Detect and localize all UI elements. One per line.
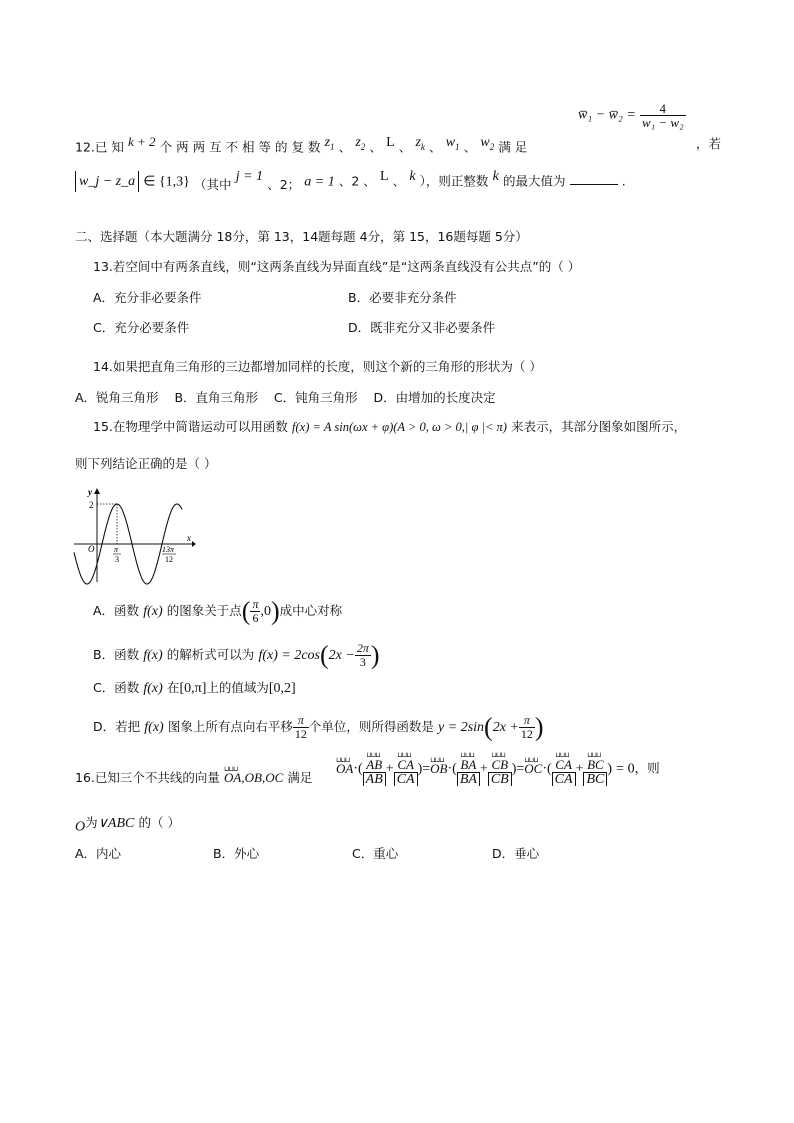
sep: 、 [392, 173, 406, 189]
tick-13pi-12-den: 12 [165, 555, 173, 564]
q16-satisfy: 满足 [287, 770, 313, 785]
vec-oa: ⊔⊔⊔ OA [336, 755, 353, 777]
q12-end: 的最大值为 [502, 173, 566, 189]
frac-ca-2: ⊔⊔⊔ $\frac{CA}{CA}$ [552, 752, 576, 786]
abs-expr: w_j − z_a [75, 171, 139, 192]
q13-option-a: A．充分非必要条件 [93, 290, 202, 305]
opt-text: 的图象关于点 [166, 603, 242, 618]
q12-line1 [75, 134, 527, 156]
fx: f(x) [143, 648, 163, 663]
q15-option-b [93, 642, 380, 669]
q13-option-b: B．必要非充分条件 [348, 290, 457, 305]
sep: 、 [338, 139, 352, 155]
satisfy: 满 足 [498, 139, 528, 155]
q16-stem-a: 16.已知三个不共线的向量 [75, 770, 220, 785]
q16-option-b: B．外心 [213, 846, 260, 861]
q12-text: 个 两 两 互 不 相 等 的 复 数 [159, 139, 321, 155]
q16-equation: ⊔⊔⊔ OA·( ⊔⊔⊔ $\frac{AB}{AB}$ + ⊔⊔⊔ $\frac{CA}{CA}$ )=⊔⊔⊔ OB·( ⊔⊔⊔ $\frac{BA}{BA}$ + ⊔⊔⊔ $\frac{CB}{CB}$ )=⊔⊔⊔ OC·( ⊔⊔⊔ $\frac{CA}{CA}$ + ⊔⊔⊔ $\frac{BC}{BC}$ ) = 0，则 [336, 752, 660, 786]
sep: 、2； [267, 176, 301, 192]
d-in: 2x + [492, 720, 519, 735]
zero: = 0 [616, 761, 635, 777]
opt-end: 成中心对称 [279, 603, 343, 618]
q12-tail: ），则正整数 [419, 173, 489, 189]
triangle-abc: ∨ABC [97, 816, 135, 831]
q16-line2 [75, 815, 180, 836]
eq-lhs: w̅₁ − w̅₂ = [578, 107, 636, 123]
opt-text-2: 个单位，则所得函数是 [308, 719, 434, 734]
tick-pi-3-num: π [114, 545, 119, 554]
k-var: k [409, 169, 416, 184]
vectors: ⊔⊔⊔ OA,OB,OC [224, 764, 283, 786]
answer-blank[interactable] [570, 172, 618, 185]
origin-label: O [88, 544, 95, 554]
q13-stem: 13.若空间中有两条直线，则“这两条直线为异面直线”是“这两条直线没有公共点”的（ ） [93, 259, 581, 274]
paren-close: ) [370, 640, 380, 670]
d-expr: y = 2sin [438, 720, 485, 735]
opt-text-2: 上的值域为 [206, 680, 269, 695]
k-plus-2: k + 2 [128, 134, 156, 149]
frac-pi-12: $\frac{\pi}{12}$ [294, 713, 307, 741]
opt-label: B．函数 [93, 647, 140, 662]
j-eq: j = 1 [235, 169, 264, 184]
q16-end: 的（ ） [138, 815, 180, 830]
paren-open: ( [484, 712, 493, 742]
paren-close: ) [534, 712, 544, 742]
paren-open: ( [241, 596, 251, 626]
y-axis-label: y [88, 487, 92, 497]
frac-pi-6: $\frac{\pi}{6}$ [252, 597, 259, 625]
fx: f(x) [143, 604, 163, 619]
opt-label: D．若把 [93, 719, 141, 734]
z2: z2 [355, 135, 366, 152]
sep: 、 [398, 139, 412, 155]
sine-graph [70, 486, 200, 586]
x-axis-label: x [187, 533, 191, 543]
fx: f(x) [144, 720, 164, 735]
k-var-2: k [492, 169, 499, 184]
frac-pi-12-b: $\frac{\pi}{12}$ [520, 713, 533, 741]
ellipsis-glyph-2: L [379, 169, 389, 184]
b-in: 2x − [328, 648, 355, 663]
q15-option-d [93, 714, 544, 741]
q12-number: 12.已 知 [75, 139, 124, 155]
sep: 、2 、 [338, 173, 376, 189]
q14-options: A．锐角三角形 B．直角三角形 C．钝角三角形 D．由增加的长度决定 [75, 390, 496, 405]
interval-1: [0,π] [179, 681, 207, 696]
w2: w2 [480, 135, 495, 152]
frac-ba: ⊔⊔⊔ $\frac{BA}{BA}$ [457, 752, 480, 786]
opt-label: A．函数 [93, 603, 140, 618]
opt-label: C．函数 [93, 680, 140, 695]
section-heading: 二、选择题（本大题满分 18分，第 13，14题每题 4分，第 15，16题每题 5分） [75, 229, 528, 244]
q15-func: f(x) = A sin(ωx + φ)(A > 0, ω > 0,| φ |< π) [292, 420, 507, 434]
q15-stem-a: 15.在物理学中简谐运动可以用函数 [93, 419, 288, 434]
tick-13pi-12-num: 13π [162, 545, 175, 554]
opt-text: 的解析式可以为 [166, 647, 255, 662]
paren-open: ( [320, 640, 329, 670]
set-expr: ∈ {1,3} [143, 174, 190, 190]
frac-2pi-3: $\frac{2\pi}{3}$ [356, 641, 369, 669]
b-expr: f(x) = 2cos [258, 648, 320, 663]
ellipsis-glyph: L [386, 135, 395, 150]
z1: z1 [324, 135, 335, 152]
q16-ze: ，则 [634, 760, 660, 776]
sep: 、 [429, 139, 442, 155]
zk: zk [415, 135, 425, 152]
q13-option-c: C．充分必要条件 [93, 320, 190, 335]
tick-pi-3-den: 3 [115, 555, 119, 564]
sep: 、 [463, 139, 477, 155]
frac-cb: ⊔⊔⊔ $\frac{CB}{CB}$ [488, 752, 512, 786]
eq-fraction [640, 102, 686, 129]
sep: 、 [369, 139, 382, 155]
q12-ruo: ，若 [696, 136, 722, 151]
frac-ca: ⊔⊔⊔ $\frac{CA}{CA}$ [394, 752, 418, 786]
vec-ob: ⊔⊔⊔ OB [430, 755, 447, 777]
q16-option-c: C．重心 [352, 846, 399, 861]
q15-option-a [93, 598, 342, 625]
note-open: （其中 [194, 176, 232, 192]
eq-den: w₁ − w₂ [641, 115, 684, 130]
q15-option-c [93, 680, 296, 697]
a-eq: a = 1 [304, 174, 335, 190]
opt-text: 在 [166, 680, 180, 695]
frac-bc: ⊔⊔⊔ $\frac{BC}{BC}$ [583, 752, 607, 786]
pt-tail: ,0 [260, 604, 271, 619]
q12-equation [578, 102, 686, 129]
period: . [621, 173, 626, 189]
eq-num: 4 [640, 102, 686, 116]
q16-option-d: D．垂心 [492, 846, 540, 861]
q14-stem: 14.如果把直角三角形的三边都增加同样的长度，则这个新的三角形的形状为（ ） [93, 359, 542, 374]
q15-stem [93, 419, 686, 436]
opt-text: 图象上所有点向右平移 [167, 719, 293, 734]
q16-option-a: A．内心 [75, 846, 122, 861]
q12-line2 [75, 169, 626, 193]
q16-mid: 为 [85, 815, 98, 830]
fx: f(x) [143, 681, 163, 696]
y-tick-2: 2 [89, 500, 94, 510]
frac-ab: ⊔⊔⊔ $\frac{AB}{AB}$ [363, 752, 386, 786]
interval-2: [0,2] [268, 681, 296, 696]
q15-stem-b: 来表示，其部分图象如图所示， [511, 419, 687, 434]
w1: w1 [445, 135, 460, 152]
point-o: O [75, 819, 86, 835]
paren-close: ) [270, 596, 280, 626]
q15-stem-2: 则下列结论正确的是（ ） [75, 456, 217, 471]
vec-oc: ⊔⊔⊔ OC [524, 755, 542, 777]
q16-stem [75, 764, 312, 787]
q13-option-d: D．既非充分又非必要条件 [348, 320, 496, 335]
